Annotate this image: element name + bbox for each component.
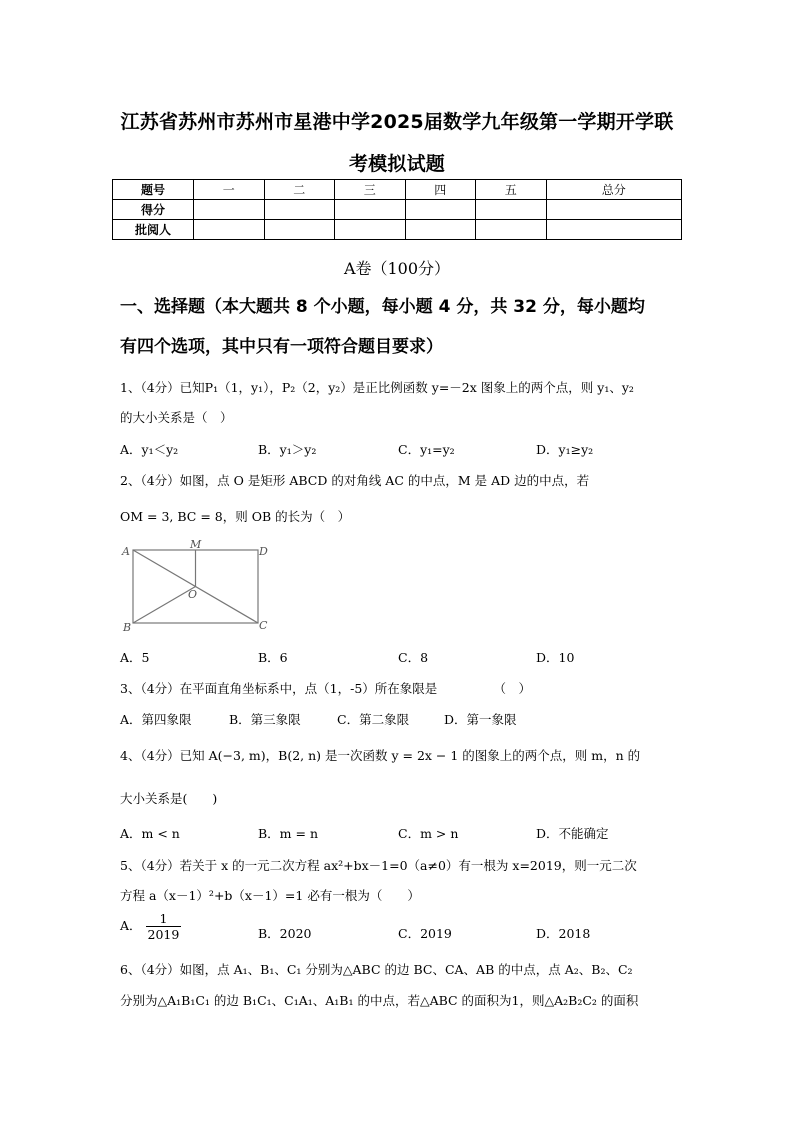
segment-ob bbox=[133, 587, 196, 624]
question-2-option-b[interactable]: B．6 bbox=[258, 650, 288, 665]
score-table-cell: 四 bbox=[405, 180, 476, 200]
question-1-option-c[interactable]: C．y₁=y₂ bbox=[398, 442, 455, 457]
score-cell[interactable] bbox=[335, 200, 406, 220]
fraction-numerator: 1 bbox=[146, 911, 182, 927]
question-2-option-a[interactable]: A．5 bbox=[120, 650, 150, 665]
question-5-text: 5、（4分）若关于 x 的一元二次方程 ax²+bx－1=0（a≠0）有一根为 x=2019，则一元二次 bbox=[120, 858, 637, 873]
exam-title-line2: 考模拟试题 bbox=[348, 153, 445, 175]
question-1-option-d[interactable]: D．y₁≥y₂ bbox=[536, 442, 594, 457]
question-4-option-a[interactable]: A．m < n bbox=[120, 826, 180, 841]
question-4-option-d[interactable]: D．不能确定 bbox=[536, 826, 609, 841]
score-cell[interactable] bbox=[546, 220, 682, 240]
question-3-option-d[interactable]: D．第一象限 bbox=[444, 712, 517, 727]
question-2-option-d[interactable]: D．10 bbox=[536, 650, 575, 665]
question-6-text-cont: 分别为△A₁B₁C₁ 的边 B₁C₁、C₁A₁、A₁B₁ 的中点，若△ABC 的面积为1，则△A₂B₂C₂ 的面积 bbox=[120, 993, 639, 1008]
score-table-cell: 总分 bbox=[546, 180, 682, 200]
question-3-text: 3、（4分）在平面直角坐标系中，点（1，-5）所在象限是 （ ） bbox=[120, 681, 532, 696]
question-3-option-b[interactable]: B．第三象限 bbox=[229, 712, 301, 727]
score-cell[interactable] bbox=[335, 220, 406, 240]
question-5-option-c[interactable]: C．2019 bbox=[398, 926, 452, 941]
score-cell[interactable] bbox=[194, 220, 265, 240]
score-cell[interactable] bbox=[546, 200, 682, 220]
fraction bbox=[146, 911, 182, 942]
score-cell[interactable] bbox=[194, 200, 265, 220]
score-table-cell: 题号 bbox=[113, 180, 194, 200]
rectangle-abcd-figure bbox=[118, 538, 278, 634]
score-cell[interactable] bbox=[405, 220, 476, 240]
question-1-option-b[interactable]: B．y₁＞y₂ bbox=[258, 442, 317, 457]
question-1-option-a[interactable]: A．y₁＜y₂ bbox=[120, 442, 179, 457]
paper-part-heading: A卷（100分） bbox=[343, 259, 451, 278]
score-table-cell: 一 bbox=[194, 180, 265, 200]
question-3-option-c[interactable]: C．第二象限 bbox=[337, 712, 410, 727]
label-b: B bbox=[123, 621, 132, 634]
question-5-option-a-prefix: A． bbox=[120, 918, 142, 933]
score-table-row-label: 得分 bbox=[113, 200, 194, 220]
score-cell[interactable] bbox=[476, 220, 547, 240]
score-cell[interactable] bbox=[264, 200, 335, 220]
fraction-denominator: 2019 bbox=[147, 927, 180, 942]
label-c: C bbox=[259, 619, 268, 632]
score-table bbox=[112, 179, 682, 240]
label-m: M bbox=[190, 538, 202, 551]
section-heading-line2: 有四个选项，其中只有一项符合题目要求） bbox=[120, 337, 443, 357]
section-heading-line1: 一、选择题（本大题共 8 个小题，每小题 4 分，共 32 分，每小题均 bbox=[120, 297, 645, 317]
label-a: A bbox=[122, 545, 130, 558]
question-1-text: 1、（4分）已知P₁（1，y₁），P₂（2，y₂）是正比例函数 y=－2x 图象上的两个点，则 y₁、y₂ bbox=[120, 380, 634, 395]
score-table-cell: 二 bbox=[264, 180, 335, 200]
score-cell[interactable] bbox=[405, 200, 476, 220]
question-4-option-b[interactable]: B．m = n bbox=[258, 826, 319, 841]
question-2-option-c[interactable]: C．8 bbox=[398, 650, 429, 665]
score-table-cell: 三 bbox=[335, 180, 406, 200]
question-3-option-a[interactable]: A．第四象限 bbox=[120, 712, 192, 727]
question-2-text: 2、（4分）如图，点 O 是矩形 ABCD 的对角线 AC 的中点，M 是 AD 边的中点，若 bbox=[120, 473, 590, 488]
question-2-text-cont: OM = 3, BC = 8，则 OB 的长为（ ） bbox=[120, 509, 351, 524]
label-d: D bbox=[259, 545, 268, 558]
score-cell[interactable] bbox=[264, 220, 335, 240]
score-table-row bbox=[113, 200, 682, 220]
score-table-cell: 五 bbox=[476, 180, 547, 200]
score-table-row bbox=[113, 220, 682, 240]
question-4-option-c[interactable]: C．m > n bbox=[398, 826, 459, 841]
question-4-text: 4、（4分）已知 A(−3, m)，B(2, n) 是一次函数 y = 2x − 1 的图象上的两个点，则 m，n 的 bbox=[120, 748, 641, 763]
question-6-text: 6、（4分）如图，点 A₁、B₁、C₁ 分别为△ABC 的边 BC、CA、AB 的中点，点 A₂、B₂、C₂ bbox=[120, 962, 633, 977]
question-5-option-d[interactable]: D．2018 bbox=[536, 926, 591, 941]
score-cell[interactable] bbox=[476, 200, 547, 220]
question-5-text-cont: 方程 a（x－1）²+b（x－1）=1 必有一根为（ ） bbox=[120, 888, 420, 903]
question-4-text-cont: 大小关系是( ) bbox=[120, 791, 218, 806]
question-5-option-a[interactable] bbox=[120, 911, 181, 942]
score-table-header-row bbox=[113, 180, 682, 200]
label-o: O bbox=[188, 588, 198, 601]
score-table-row-label: 批阅人 bbox=[113, 220, 194, 240]
question-1-text-cont: 的大小关系是（ ） bbox=[120, 410, 233, 425]
question-5-option-b[interactable]: B．2020 bbox=[258, 926, 312, 941]
exam-title-line1: 江苏省苏州市苏州市星港中学2025届数学九年级第一学期开学联 bbox=[120, 111, 674, 133]
